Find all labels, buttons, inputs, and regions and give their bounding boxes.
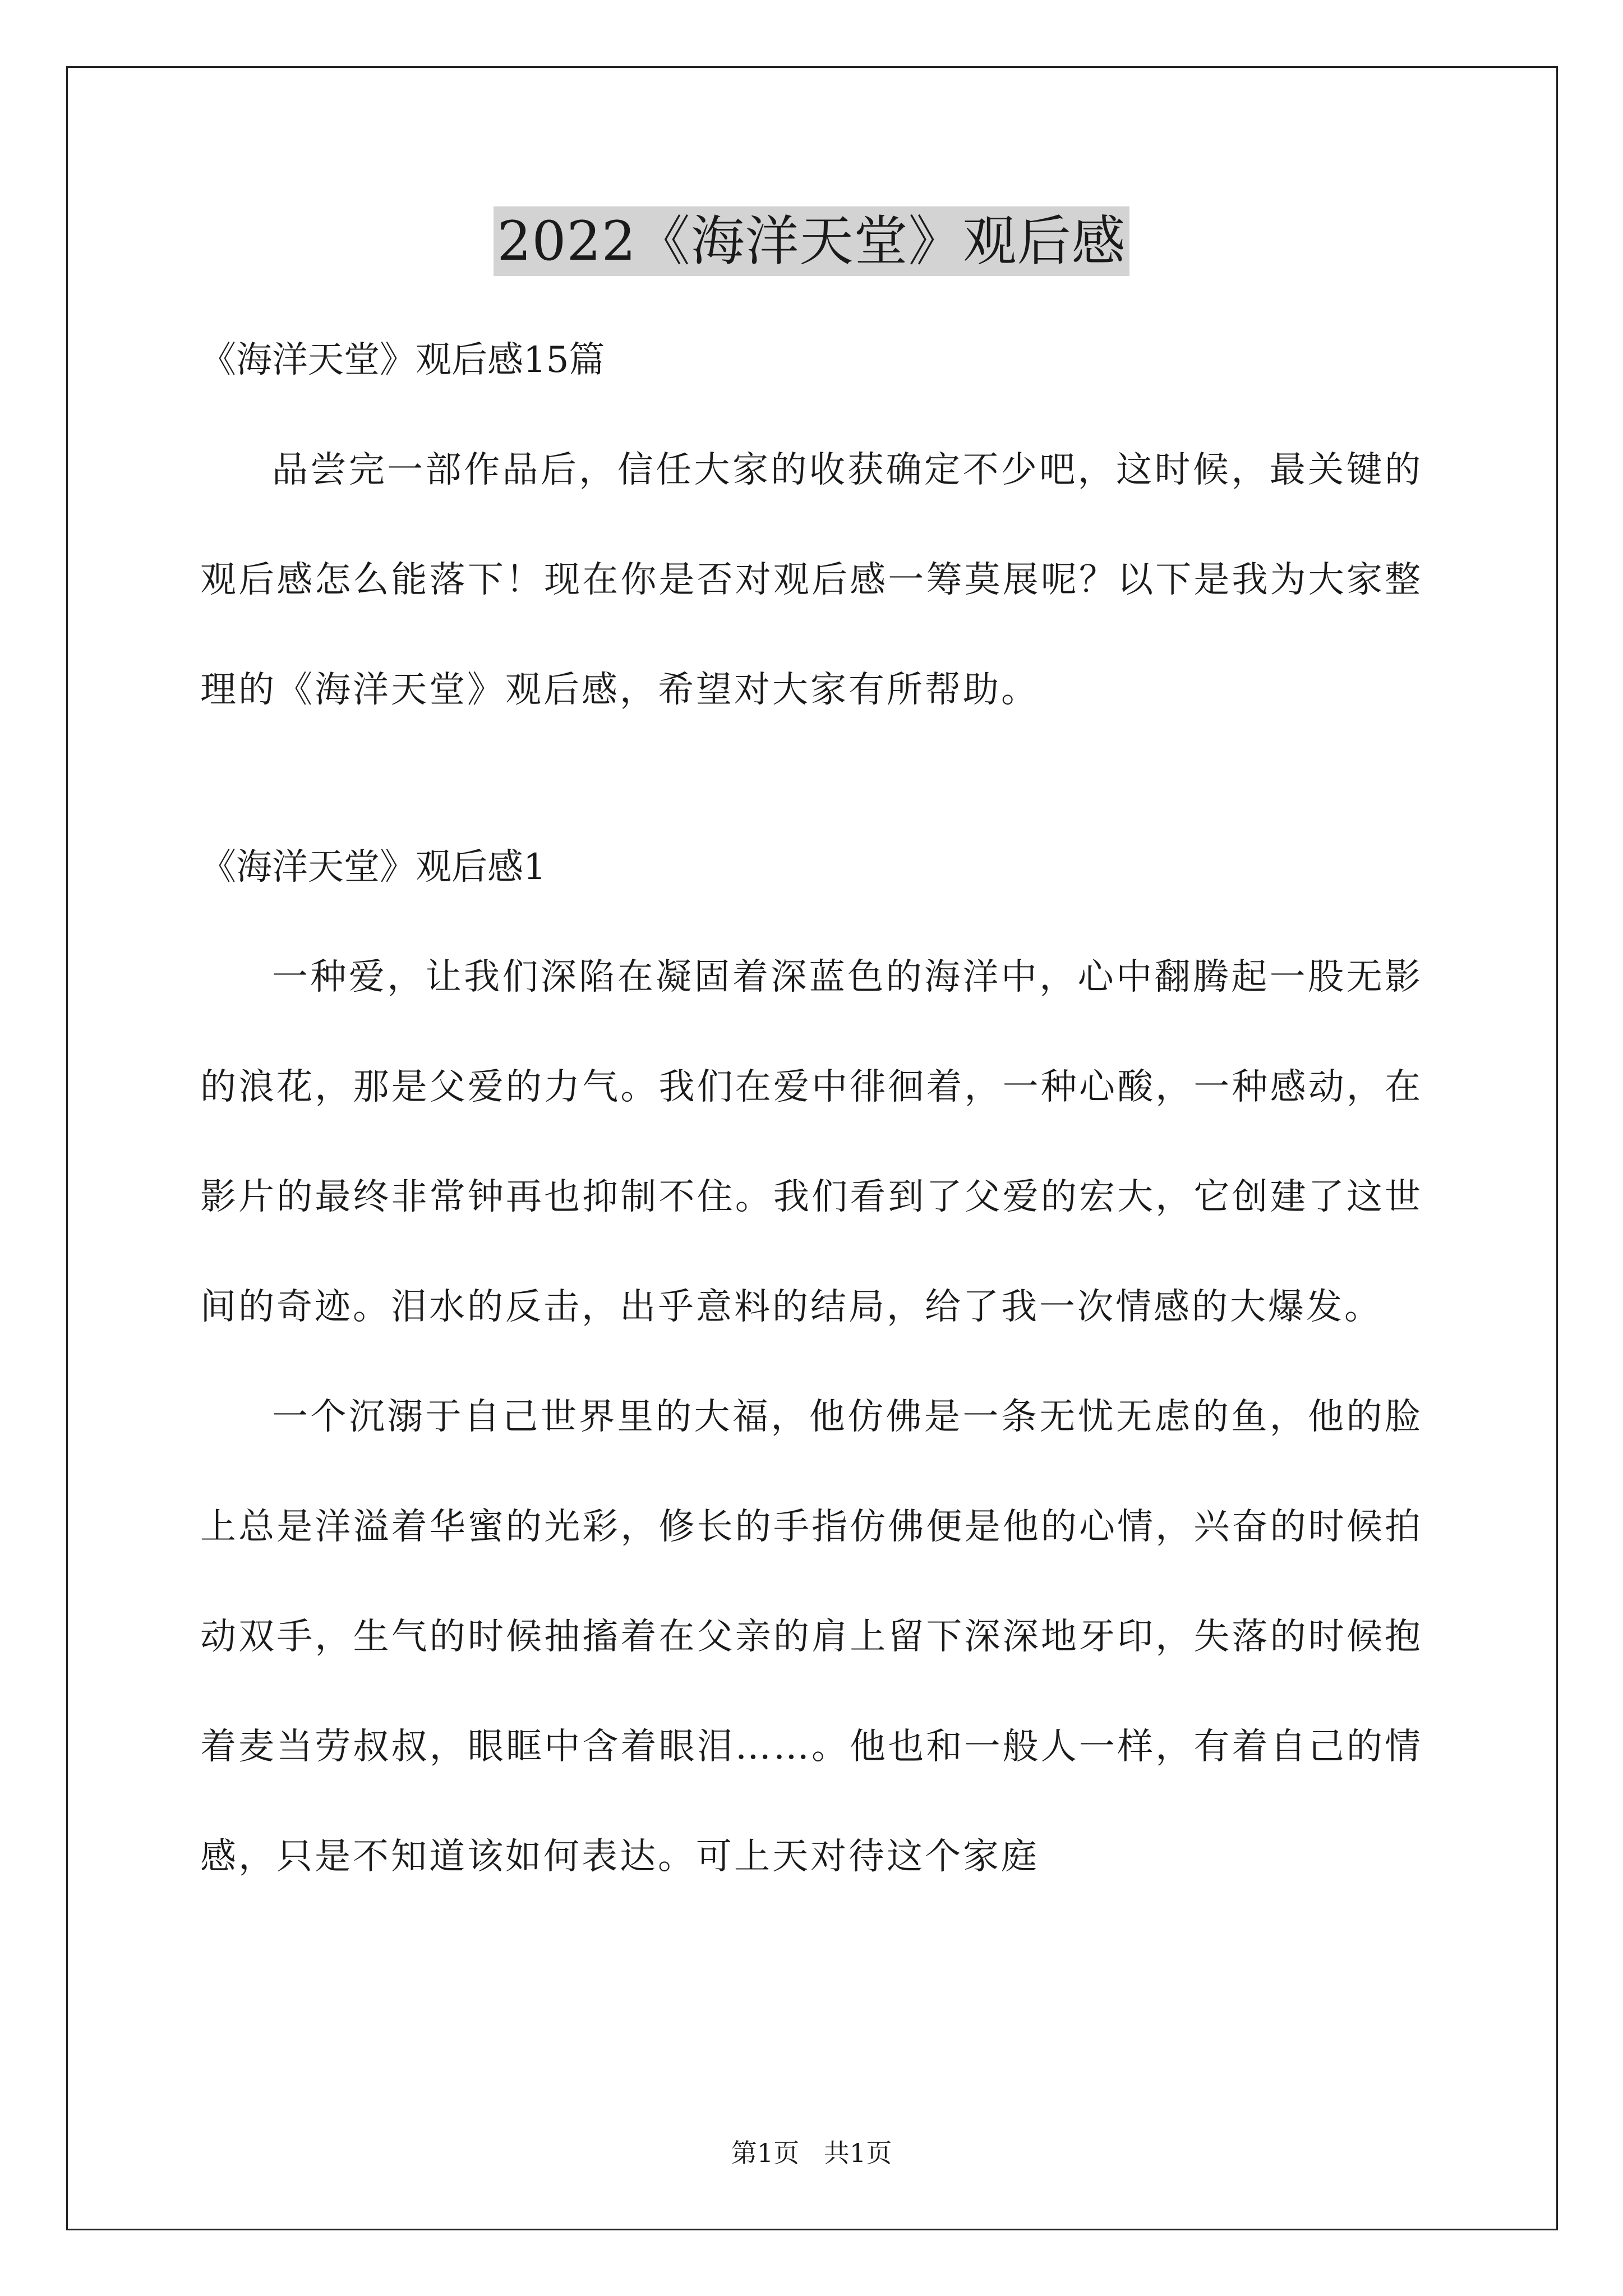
- document-title: 2022《海洋天堂》观后感: [494, 206, 1129, 276]
- intro-paragraph: 品尝完一部作品后，信任大家的收获确定不少吧，这时候，最关键的观后感怎么能落下！现在你是否对观后感一筹莫展呢？以下是我为大家整理的《海洋天堂》观后感，希望对大家有所帮助。: [200, 449, 1423, 711]
- document-body: [200, 305, 1423, 1912]
- title-container: [0, 206, 1623, 276]
- section-heading: 《海洋天堂》观后感1: [200, 846, 546, 888]
- document-subtitle: 《海洋天堂》观后感15篇: [200, 339, 605, 381]
- body-paragraph: 一个沉溺于自己世界里的大福，他仿佛是一条无忧无虑的鱼，他的脸上总是洋溢着华蜜的光彩，修长的手指仿佛便是他的心情，兴奋的时候拍动双手，生气的时候抽搐着在父亲的肩上留下深深地牙印，失落的时候抱着麦当劳叔叔，眼眶中含着眼泪……。他也和一般人一样，有着自己的情感，只是不知道该如何表达。可上天对待这个家庭: [200, 1396, 1423, 1878]
- body-paragraph: 一种爱，让我们深陷在凝固着深蓝色的海洋中，心中翻腾起一股无影的浪花，那是父爱的力气。我们在爱中徘徊着，一种心酸，一种感动，在影片的最终非常钟再也抑制不住。我们看到了父爱的宏大，它创建了这世间的奇迹。泪水的反击，出乎意料的结局，给了我一次情感的大爆发。: [200, 956, 1423, 1328]
- page-footer: 第1页 共1页: [731, 2138, 892, 2168]
- section-spacer: [200, 745, 1423, 812]
